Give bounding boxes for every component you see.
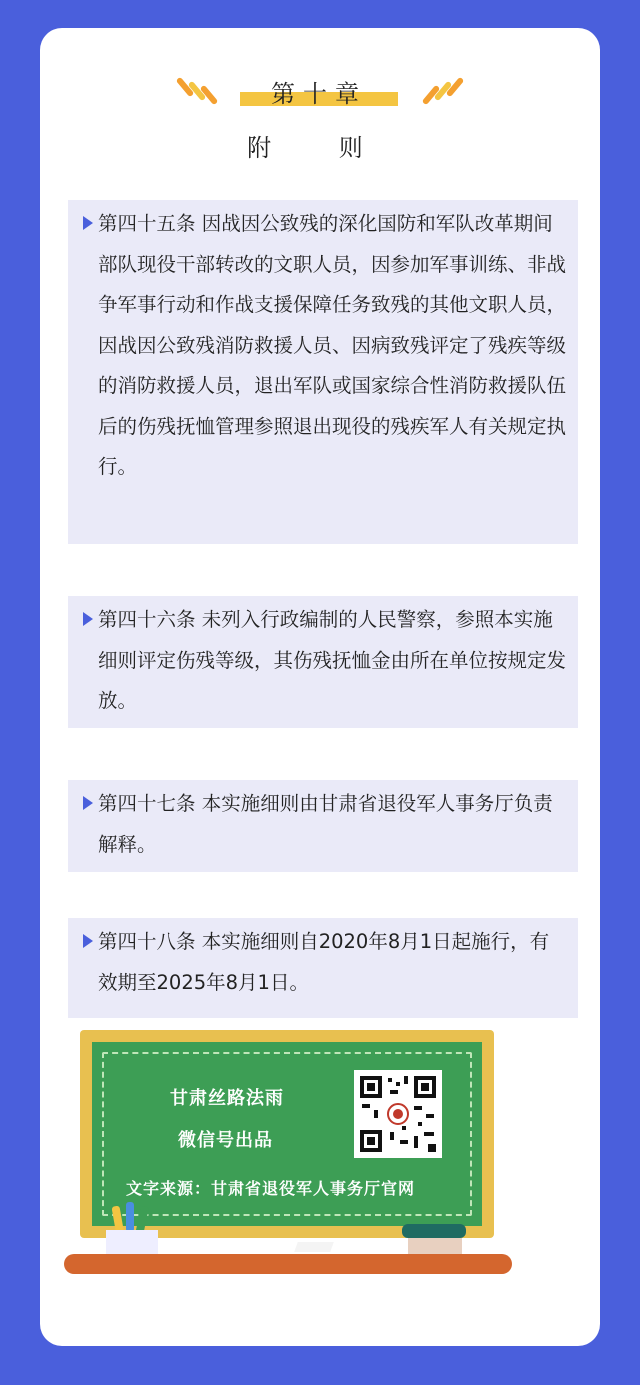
pencil-icon xyxy=(126,1202,134,1232)
eraser-body xyxy=(408,1238,462,1254)
article-45 xyxy=(68,200,578,544)
bullet-triangle-icon xyxy=(83,612,93,626)
qr-code-icon[interactable] xyxy=(354,1070,442,1158)
bullet-triangle-icon xyxy=(83,934,93,948)
article-text: 第四十五条 因战因公致残的深化国防和军队改革期间部队现役干部转改的文职人员，因参加军事训练、非战争军事行动和作战支援保障任务致残的其他文职人员，因战因公致残消防救援人员、因病致残评定了残疾等级的消防救援人员，退出军队或国家综合性消防救援队伍后的伤残抚恤管理参照退出现役的残疾军人有关规定执行。 xyxy=(98,212,567,478)
chalkboard xyxy=(92,1042,482,1226)
article-47 xyxy=(68,780,578,872)
publisher-tagline: 微信号出品 xyxy=(178,1130,273,1151)
chapter-title: 第十章 xyxy=(271,80,367,108)
article-46 xyxy=(68,596,578,728)
chalkboard-illustration xyxy=(64,1030,512,1280)
section-subtitle: 附 则 xyxy=(247,134,393,162)
bullet-triangle-icon xyxy=(83,796,93,810)
chalk-stick xyxy=(294,1242,334,1252)
article-text: 第四十六条 未列入行政编制的人民警察，参照本实施细则评定伤残等级，其伤残抚恤金由所在单位按规定发放。 xyxy=(98,608,567,712)
text-source: 文字来源：甘肃省退役军人事务厅官网 xyxy=(126,1179,416,1198)
eraser-handle xyxy=(402,1224,466,1238)
chalkboard-shelf xyxy=(64,1254,512,1274)
article-text: 第四十七条 本实施细则由甘肃省退役军人事务厅负责解释。 xyxy=(98,792,553,856)
bullet-triangle-icon xyxy=(83,216,93,230)
article-48 xyxy=(68,918,578,1018)
publisher-name: 甘肃丝路法雨 xyxy=(170,1088,284,1109)
pencil-holder xyxy=(106,1230,158,1256)
article-text: 第四十八条 本实施细则自2020年8月1日起施行，有效期至2025年8月1日。 xyxy=(98,930,550,994)
